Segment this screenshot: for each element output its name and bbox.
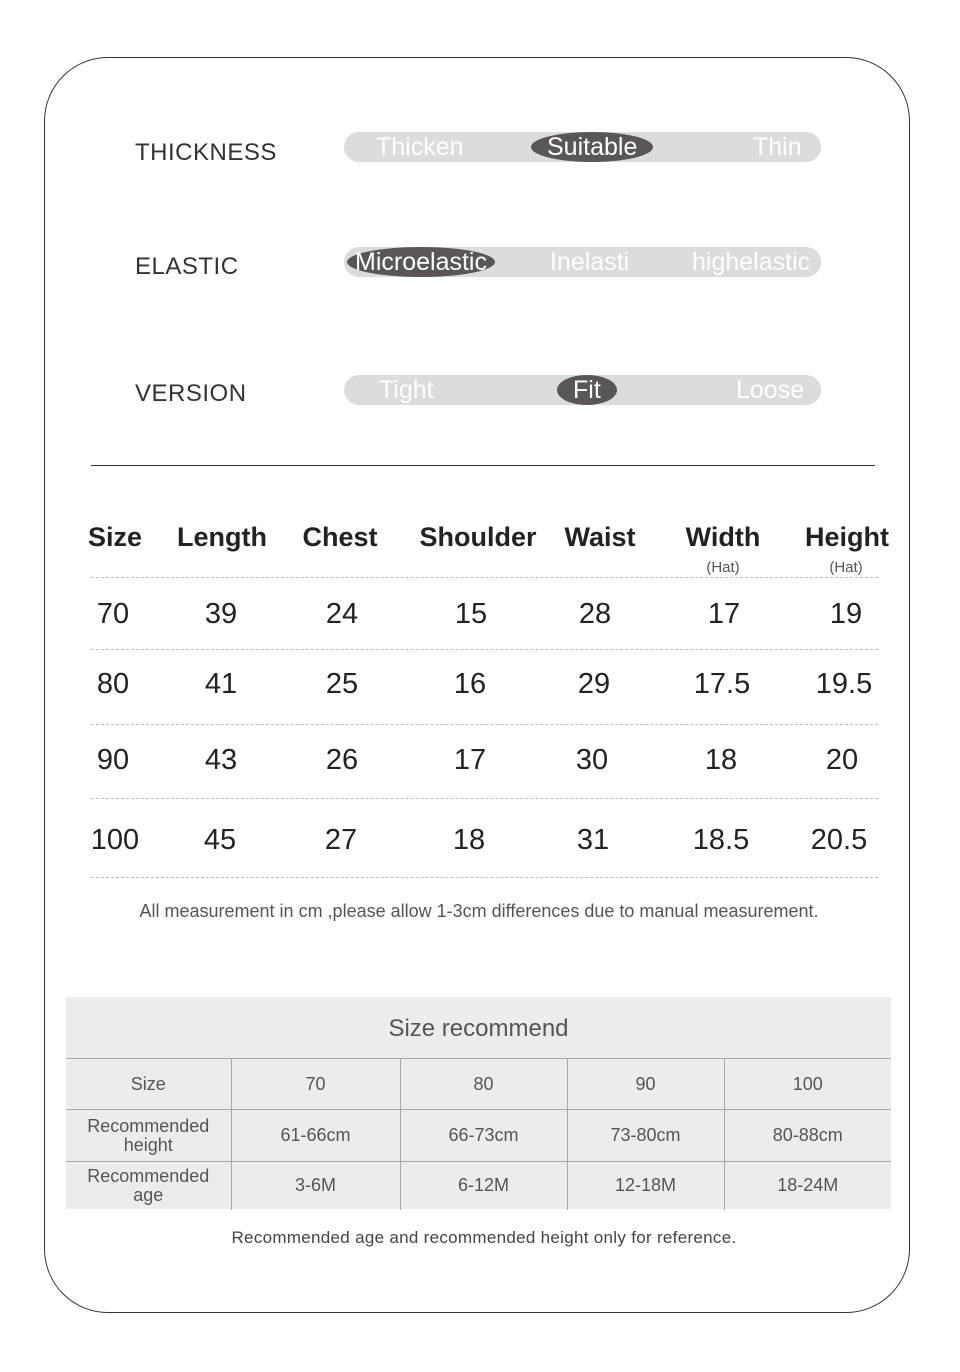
rec-cell: 61-66cm xyxy=(231,1110,400,1162)
thickness-scale xyxy=(344,132,821,162)
elastic-scale xyxy=(344,247,821,277)
rec-cell: 70 xyxy=(231,1059,400,1110)
cell-height: 19 xyxy=(829,598,863,630)
cell-height: 20.5 xyxy=(810,824,868,856)
size-recommend-grid xyxy=(66,1058,891,1210)
cell-chest: 24 xyxy=(325,598,359,630)
cell-waist: 30 xyxy=(575,744,609,776)
cell-width: 18 xyxy=(704,744,738,776)
section-divider xyxy=(91,465,875,466)
row-separator xyxy=(91,877,878,878)
version-option-loose: Loose xyxy=(736,376,805,404)
row-separator xyxy=(91,724,878,725)
version-label: VERSION xyxy=(135,380,247,407)
cell-size: 80 xyxy=(96,668,130,700)
cell-length: 41 xyxy=(204,668,238,700)
cell-chest: 26 xyxy=(325,744,359,776)
size-recommend-title: Size recommend xyxy=(388,1015,569,1042)
header-length: Length xyxy=(177,522,267,552)
rec-cell: 66-73cm xyxy=(400,1110,567,1162)
cell-size: 90 xyxy=(96,744,130,776)
row-label-text: Size xyxy=(130,1073,166,1094)
reference-footnote: Recommended age and recommended height only for reference. xyxy=(231,1228,737,1247)
header-width-hat-note: (Hat) xyxy=(706,559,740,576)
cell-width: 18.5 xyxy=(692,824,750,856)
cell-length: 43 xyxy=(204,744,238,776)
header-waist: Waist xyxy=(564,522,636,552)
cell-chest: 25 xyxy=(325,668,359,700)
elastic-label: ELASTIC xyxy=(135,253,239,280)
table-row xyxy=(66,1162,891,1210)
row-label-recommended-age xyxy=(66,1162,231,1210)
cell-waist: 29 xyxy=(577,668,611,700)
row-separator xyxy=(91,577,878,578)
cell-waist: 28 xyxy=(578,598,612,630)
thickness-label: THICKNESS xyxy=(135,139,277,166)
cell-chest: 27 xyxy=(324,824,358,856)
cell-size: 70 xyxy=(96,598,130,630)
cell-length: 39 xyxy=(204,598,238,630)
cell-shoulder: 18 xyxy=(452,824,486,856)
row-label-recommended-height xyxy=(66,1110,231,1162)
elastic-option-microelastic-selected: Microelastic xyxy=(347,247,495,277)
rec-cell: 12-18M xyxy=(567,1162,724,1210)
version-option-tight: Tight xyxy=(379,376,434,404)
cell-shoulder: 15 xyxy=(454,598,488,630)
elastic-option-highelastic: highelastic xyxy=(692,248,811,276)
row-separator xyxy=(91,798,878,799)
elastic-option-inelasti: Inelasti xyxy=(550,248,630,276)
header-shoulder: Shoulder xyxy=(419,522,537,552)
cell-height: 20 xyxy=(825,744,859,776)
cell-height: 19.5 xyxy=(815,668,873,700)
row-label-size xyxy=(66,1059,231,1110)
rec-cell: 73-80cm xyxy=(567,1110,724,1162)
rec-cell: 18-24M xyxy=(724,1162,891,1210)
row-label-line: Recommended xyxy=(87,1165,210,1186)
thickness-option-suitable-selected: Suitable xyxy=(531,132,653,162)
row-separator xyxy=(91,649,878,650)
thickness-option-thin: Thin xyxy=(753,133,802,161)
rec-cell: 100 xyxy=(724,1059,891,1110)
measurement-note: All measurement in cm ,please allow 1-3cm differences due to manual measurement. xyxy=(139,901,819,921)
version-option-fit-selected: Fit xyxy=(557,375,617,405)
cell-waist: 31 xyxy=(576,824,610,856)
size-recommend-table xyxy=(66,997,891,1209)
row-label-line: age xyxy=(133,1184,164,1205)
table-row xyxy=(66,1110,891,1162)
rec-cell: 3-6M xyxy=(231,1162,400,1210)
thickness-option-thicken: Thicken xyxy=(376,133,464,161)
header-chest: Chest xyxy=(302,522,378,552)
cell-shoulder: 17 xyxy=(453,744,487,776)
row-label-line: height xyxy=(123,1134,173,1155)
header-height: Height xyxy=(805,522,889,552)
rec-cell: 80 xyxy=(400,1059,567,1110)
table-row xyxy=(66,1059,891,1110)
cell-width: 17 xyxy=(707,598,741,630)
version-scale xyxy=(344,375,821,405)
header-width: Width xyxy=(685,522,761,552)
rec-cell: 90 xyxy=(567,1059,724,1110)
header-height-hat-note: (Hat) xyxy=(829,559,863,576)
cell-shoulder: 16 xyxy=(453,668,487,700)
cell-size: 100 xyxy=(90,824,140,856)
row-label-line: Recommended xyxy=(87,1115,210,1136)
rec-cell: 80-88cm xyxy=(724,1110,891,1162)
rec-cell: 6-12M xyxy=(400,1162,567,1210)
cell-length: 45 xyxy=(203,824,237,856)
cell-width: 17.5 xyxy=(693,668,751,700)
header-size: Size xyxy=(87,522,143,552)
